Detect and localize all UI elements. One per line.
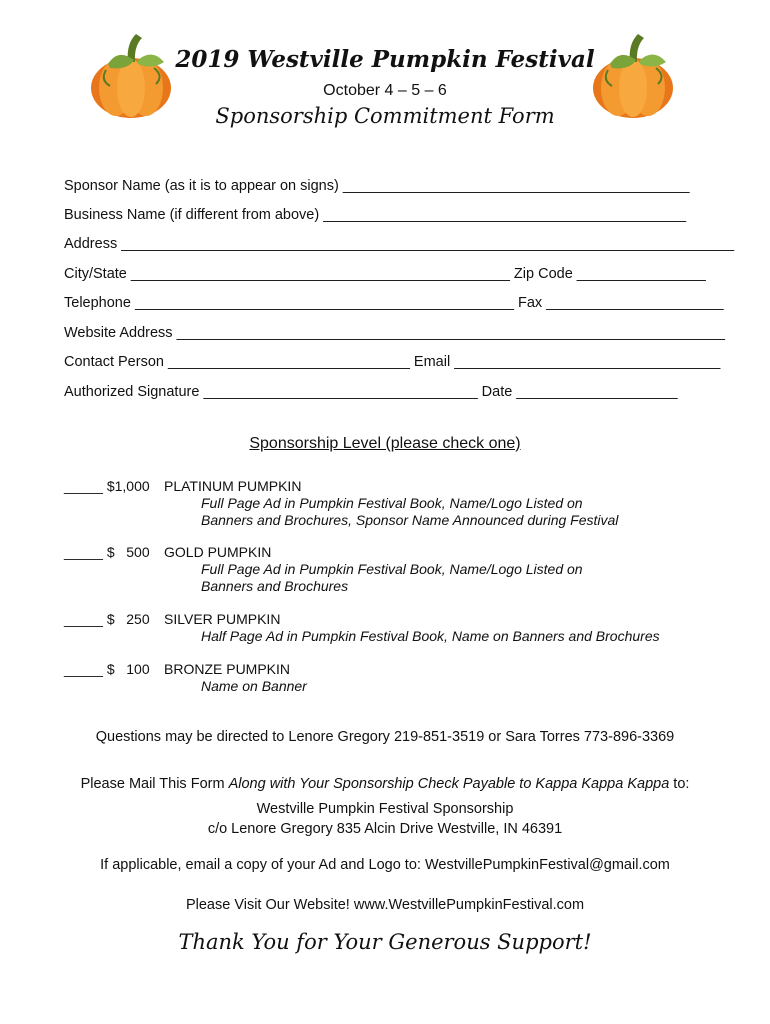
level-description: Full Page Ad in Pumpkin Festival Book, Name/Logo Listed on Banners and Brochures, Sponsor Name Announced during Festival — [201, 495, 619, 528]
website-link[interactable]: Please Visit Our Website! www.WestvillePumpkinFestival.com — [185, 897, 585, 913]
level-bronze[interactable] — [64, 661, 704, 695]
mail-payable: Along with Your Sponsorship Check Payable to Kappa Kappa Kappa — [228, 776, 670, 792]
mail-instructions — [0, 776, 770, 792]
email-instructions: If applicable, email a copy of your Ad and Logo to: WestvillePumpkinFestival@gmail.com — [100, 857, 670, 873]
level-name: GOLD PUMPKIN — [164, 544, 272, 560]
website-field[interactable]: Website Address ____________________________________________________________________ — [64, 325, 725, 341]
level-name: PLATINUM PUMPKIN — [164, 478, 302, 494]
level-amount[interactable]: _____ $ 100 — [64, 661, 150, 677]
level-amount[interactable]: _____ $ 500 — [64, 544, 150, 560]
level-name: BRONZE PUMPKIN — [164, 661, 291, 677]
mail-address-line2: c/o Lenore Gregory 835 Alcin Drive Westville, IN 46391 — [207, 821, 563, 837]
level-description: Full Page Ad in Pumpkin Festival Book, Name/Logo Listed on Banners and Brochures — [201, 561, 583, 594]
level-platinum[interactable] — [64, 478, 704, 528]
level-gold[interactable] — [64, 544, 704, 594]
level-description: Half Page Ad in Pumpkin Festival Book, Name on Banners and Brochures — [201, 628, 660, 644]
mail-suffix: to: — [669, 776, 690, 792]
mail-prefix: Please Mail This Form — [80, 776, 229, 792]
level-silver[interactable] — [64, 611, 704, 645]
level-amount[interactable]: _____ $1,000 — [64, 478, 150, 494]
address-field[interactable]: Address ____________________________________________________________________________ — [64, 236, 735, 252]
business-name-field[interactable]: Business Name (if different from above) _____________________________________________ — [64, 207, 687, 223]
sponsor-name-field[interactable]: Sponsor Name (as it is to appear on signs) ___________________________________________ — [64, 178, 690, 194]
sponsorship-level-heading: Sponsorship Level (please check one) — [249, 435, 521, 452]
telephone-fax-field[interactable]: Telephone _______________________________________________ Fax ______________________ — [64, 295, 724, 311]
city-zip-field[interactable]: City/State _______________________________________________ Zip Code ________________ — [64, 266, 706, 282]
festival-dates: October 4 – 5 – 6 — [323, 82, 447, 99]
signature-date-field[interactable]: Authorized Signature __________________________________ Date ____________________ — [64, 384, 678, 400]
form-subtitle: Sponsorship Commitment Form — [215, 104, 555, 128]
contact-email-field[interactable]: Contact Person ______________________________ Email _________________________________ — [64, 354, 721, 370]
level-amount[interactable]: _____ $ 250 — [64, 611, 150, 627]
questions-text: Questions may be directed to Lenore Gregory 219-851-3519 or Sara Torres 773-896-3369 — [95, 729, 675, 745]
mail-address-line1: Westville Pumpkin Festival Sponsorship — [256, 801, 514, 817]
thank-you-text: Thank You for Your Generous Support! — [178, 930, 592, 954]
level-name: SILVER PUMPKIN — [164, 611, 281, 627]
page-title: 2019 Westville Pumpkin Festival — [175, 46, 595, 73]
level-description: Name on Banner — [201, 678, 307, 694]
